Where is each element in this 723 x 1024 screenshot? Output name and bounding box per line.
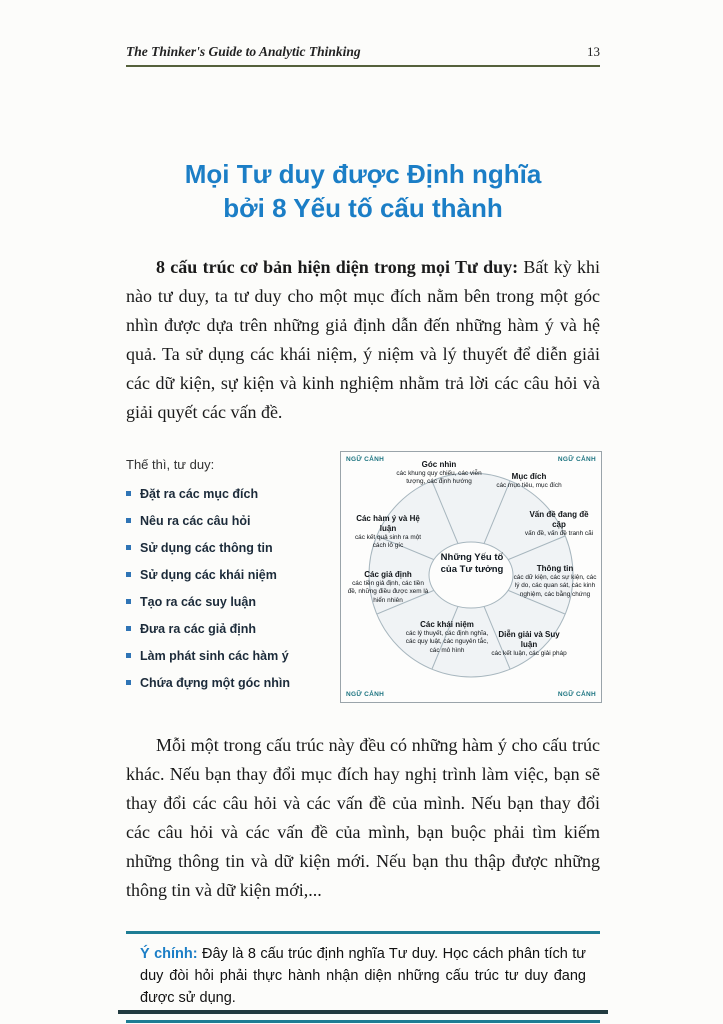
segment-title: Góc nhìn <box>421 460 457 469</box>
segment-desc: các khung quy chiếu, các viễn tượng, các định hướng <box>396 470 482 486</box>
segment-desc: các lý thuyết, các định nghĩa, các quy luật, các nguyên tắc, các mô hình <box>405 630 489 654</box>
segment-title: Các giả định <box>364 570 412 579</box>
list-item-label: Chứa đựng một góc nhìn <box>140 675 291 690</box>
list-item-label: Sử dụng các khái niệm <box>140 567 277 582</box>
chapter-title-line2: bởi 8 Yếu tố cấu thành <box>223 193 503 223</box>
chapter-title <box>126 157 600 225</box>
segment-title: Các hàm ý và Hệ luận <box>356 514 420 533</box>
context-label-top-left: NGỮ CẢNH <box>346 456 385 463</box>
square-bullet-icon <box>126 518 131 523</box>
square-bullet-icon <box>126 545 131 550</box>
elements-of-thought-diagram <box>340 451 602 703</box>
intro-text: Bất kỳ khi nào tư duy, ta tư duy cho một mục đích nằm bên trong một góc nhìn được dựa trên những giả định dẫn đến những hàm ý và hệ quả. Ta sử dụng các khái niệm, ý niệm và lý thuyết để diễn giải các dữ kiện, sự kiện và kinh nghiệm nhằm trả lời các câu hỏi và giải quyết các vấn đề. <box>126 257 600 422</box>
segment-title: Vấn đề đang đề cập <box>529 510 589 529</box>
intro-paragraph <box>126 253 600 427</box>
key-idea-label: Ý chính: <box>140 946 198 962</box>
segment-desc: các kết luận, các giải pháp <box>491 650 567 657</box>
list-item <box>126 507 320 534</box>
center-line1: Những Yếu tố <box>440 552 504 563</box>
list-item-label: Đặt ra các mục đích <box>140 486 259 501</box>
segment-thong-tin <box>513 564 597 599</box>
list-item <box>126 561 320 588</box>
segment-desc: các tiền giả định, các tiền đề, những điều được xem là hiển nhiên <box>347 580 429 604</box>
body-paragraph: Mỗi một trong cấu trúc này đều có những hàm ý cho cấu trúc khác. Nếu bạn thay đổi mục đích hay nghị trình làm việc, bạn sẽ thay đổi các câu hỏi và các vấn đề của mình. Nếu bạn thay đổi các câu hỏi và các vấn đề của mình, bạn buộc phải tìm kiếm những thông tin và dữ kiện mới. Nếu bạn thu thập được những thông tin và dữ kiện mới,... <box>126 735 600 900</box>
segment-dien-giai-suy-luan <box>491 630 567 658</box>
segment-desc: vấn đề, vấn đề tranh cãi <box>524 530 594 537</box>
segment-title: Các khái niệm <box>420 620 474 629</box>
diagram-center-label <box>429 552 515 577</box>
segment-khai-niem <box>405 620 489 655</box>
list-item-label: Tạo ra các suy luận <box>140 594 257 609</box>
segment-gia-dinh <box>347 570 429 605</box>
square-bullet-icon <box>126 572 131 577</box>
page-number: 13 <box>587 44 600 59</box>
list-item-label: Nêu ra các câu hỏi <box>140 513 251 528</box>
square-bullet-icon <box>126 599 131 604</box>
list-item-label: Đưa ra các giả định <box>140 621 257 636</box>
square-bullet-icon <box>126 491 131 496</box>
context-label-top-right: NGỮ CẢNH <box>557 456 596 463</box>
thinking-list <box>126 480 320 696</box>
list-item <box>126 669 320 696</box>
square-bullet-icon <box>126 680 131 685</box>
running-book-title: The Thinker's Guide to Analytic Thinking <box>126 44 361 59</box>
page-header <box>126 0 600 67</box>
list-item <box>126 480 320 507</box>
list-item-label: Làm phát sinh các hàm ý <box>140 648 289 663</box>
footer-rule <box>118 1010 608 1014</box>
intro-lead: 8 cấu trúc cơ bản hiện diện trong mọi Tư duy: <box>156 257 519 277</box>
segment-title: Diễn giải và Suy luận <box>498 630 560 649</box>
context-label-bottom-right: NGỮ CẢNH <box>557 691 596 698</box>
segment-desc: các mục tiêu, mục đích <box>496 482 562 489</box>
segment-muc-dich <box>493 472 565 490</box>
list-intro: Thế thì, tư duy: <box>126 457 215 472</box>
square-bullet-icon <box>126 626 131 631</box>
segment-desc: các dữ kiện, các sự kiện, các lý do, các quan sát, các kinh nghiệm, các bằng chứng <box>513 574 597 598</box>
list-and-diagram <box>126 451 600 703</box>
list-item <box>126 642 320 669</box>
list-item <box>126 534 320 561</box>
thinking-list-column <box>126 451 320 703</box>
context-label-bottom-left: NGỮ CẢNH <box>346 691 385 698</box>
list-item <box>126 615 320 642</box>
segment-van-de <box>523 510 595 538</box>
center-line2: của Tư tưởng <box>440 564 504 576</box>
segment-title: Thông tin <box>536 564 574 573</box>
list-item <box>126 588 320 615</box>
chapter-title-line1: Mọi Tư duy được Định nghĩa <box>184 159 542 189</box>
segment-desc: các kết quả sinh ra một cách lô gíc <box>354 534 422 550</box>
segment-title: Mục đích <box>511 472 547 481</box>
page-content <box>126 0 600 1023</box>
segment-goc-nhin <box>396 460 482 487</box>
list-item-label: Sử dụng các thông tin <box>140 540 273 555</box>
square-bullet-icon <box>126 653 131 658</box>
segment-ham-y-he-luan <box>349 514 427 551</box>
key-idea-text: Đây là 8 cấu trúc định nghĩa Tư duy. Học cách phân tích tư duy đòi hỏi phải thực hành nhận diện những cấu trúc tư duy đang được sử dụng. <box>140 946 586 1006</box>
